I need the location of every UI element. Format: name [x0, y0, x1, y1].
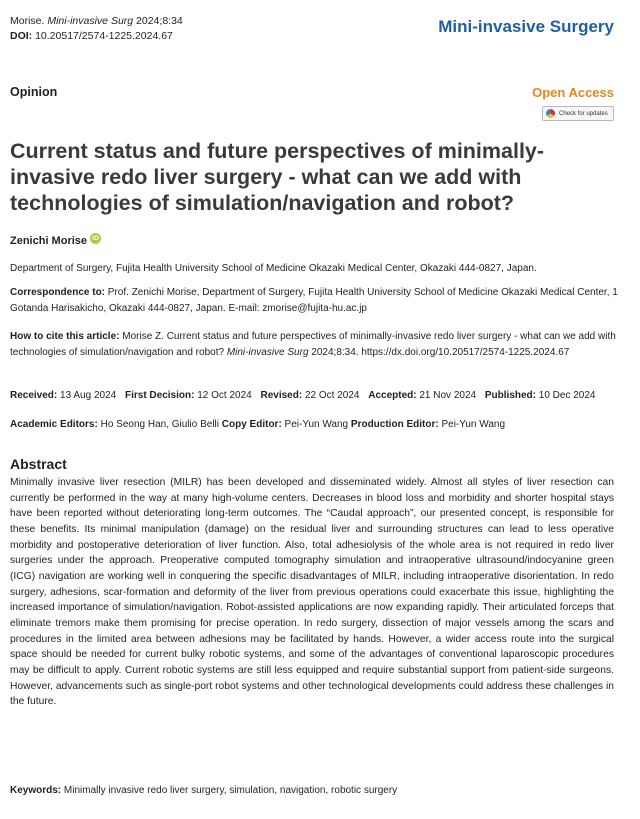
correspondence [10, 285, 618, 316]
citation-prefix: Morise. [10, 15, 48, 27]
doi-value[interactable]: 10.20517/2574-1225.2024.67 [32, 30, 173, 42]
date-value: 13 Aug 2024 [57, 390, 117, 401]
check-for-updates-button[interactable] [542, 106, 614, 121]
article-type: Opinion [10, 85, 58, 99]
how-to-cite-doi[interactable]: 2024;8:34. https://dx.doi.org/10.20517/2574-1225.2024.67 [308, 346, 570, 358]
citation-journal: Mini-invasive Surg [47, 15, 134, 27]
journal-name[interactable]: Mini-invasive Surgery [438, 17, 614, 36]
date-revised [261, 390, 360, 401]
date-accepted [368, 390, 476, 401]
copy-editor-label: Copy Editor: [221, 419, 282, 430]
correspondence-text: Prof. Zenichi Morise, Department of Surgery, Fujita Health University School of Medicine Okazaki Medical Center, 1 Gotanda Harisakicho, Okazaki 444-0827, Japan. E-mail: zmorise@fujita-hu.ac.jp [10, 287, 618, 314]
date-label: Revised: [260, 390, 303, 401]
date-label: Received: [10, 390, 58, 401]
correspondence-label: Correspondence to: [10, 287, 106, 298]
date-label: Published: [484, 390, 536, 401]
citation-line [10, 14, 183, 29]
date-first-decision [125, 390, 252, 401]
keywords-label: Keywords: [10, 785, 62, 796]
how-to-cite-journal: Mini-invasive Surg [226, 346, 309, 358]
production-editor-label: Production Editor: [350, 419, 439, 430]
copy-editor-value: Pei-Yun Wang [281, 419, 351, 430]
date-value: 21 Nov 2024 [416, 390, 477, 401]
how-to-cite [10, 329, 618, 360]
date-received [10, 390, 116, 401]
keywords [10, 785, 397, 796]
academic-editors-value: Ho Seong Han, Giulio Belli [97, 419, 222, 430]
date-value: 12 Oct 2024 [194, 390, 252, 401]
open-access-label: Open Access [532, 85, 614, 100]
production-editor-value: Pei-Yun Wang [438, 419, 506, 430]
date-value: 22 Oct 2024 [302, 390, 360, 401]
date-label: Accepted: [368, 390, 417, 401]
abstract-body: Minimally invasive liver resection (MILR) has been developed and disseminated widely. Almost all styles of liver resection can currently be performed in the way at many high-volume centers. Decreases in blood loss and morbidity and shorter hospital stays have been reported without deteriorating long-term outcomes. The “Caudal approach”, our presented concept, is responsible for these benefits. Its minimal manipulation (damage) on the residual liver and surrounding structures can lead to less operative morbidity and postoperative deterioration of liver function. Also, total adhesiolysis of the whole area is not required in redo liver surgeries under the approach. Preoperative computed tomography simulation and intraoperative ultrasound/indocyanine green (ICG) navigation are working well in conquering the specific disadvantages of MILR, including intraoperative disorientation. In redo surgery, adhesions, scar-formation and deformity of the liver from previous operations could exacerbate this issue, highlighting the increased importance of simulation/navigation. Robot-assisted applications are now expanding rapidly. Their articulated forceps that eliminate tremors make them promising for precise operation. In redo surgery, dissection of major vessels among the scars and procedures in the limited area between adhesions may be facilitated by hands. However, a wider access route into the surgical space should be needed for current bulky robotic systems, and some of the advantages of conventional laparoscopic procedures may be difficult to apply. Current robotic systems are still less equipped and require substantial support from patient-side surgeons. However, advancements such as single-port robot systems and other technological developments could address these challenges in the future. [10, 477, 614, 708]
how-to-cite-label: How to cite this article: [10, 331, 120, 342]
article-title: Current status and future perspectives of minimally-invasive redo liver surgery - what can we add with technologies of simulation/navigation and robot? [10, 139, 545, 215]
keywords-text: Minimally invasive redo liver surgery, simulation, navigation, robotic surgery [61, 785, 398, 796]
doi-label: DOI: [10, 30, 33, 42]
doi-line [10, 29, 183, 44]
citation-suffix: 2024;8:34 [133, 15, 183, 27]
date-label: First Decision: [124, 390, 195, 401]
crossmark-icon [546, 109, 555, 118]
author-name: Zenichi Morise [10, 235, 88, 247]
article-dates [10, 390, 602, 401]
author-line [10, 235, 101, 247]
abstract-heading: Abstract [10, 456, 67, 472]
citation-header [10, 14, 183, 44]
orcid-icon[interactable]: iD [90, 233, 101, 244]
check-updates-label: Check for updates [559, 110, 608, 117]
editors-line [10, 419, 505, 430]
how-to-cite-text: Morise Z. Current status and future perspectives of minimally-invasive redo liver surgery - what can we add with technologies of simulation/navigation and robot? [10, 331, 616, 358]
academic-editors-label: Academic Editors: [10, 419, 98, 430]
date-published [485, 390, 596, 401]
date-value: 10 Dec 2024 [536, 390, 596, 401]
affiliation: Department of Surgery, Fujita Health University School of Medicine Okazaki Medical Center, Okazaki 444-0827, Japan. [10, 263, 537, 274]
